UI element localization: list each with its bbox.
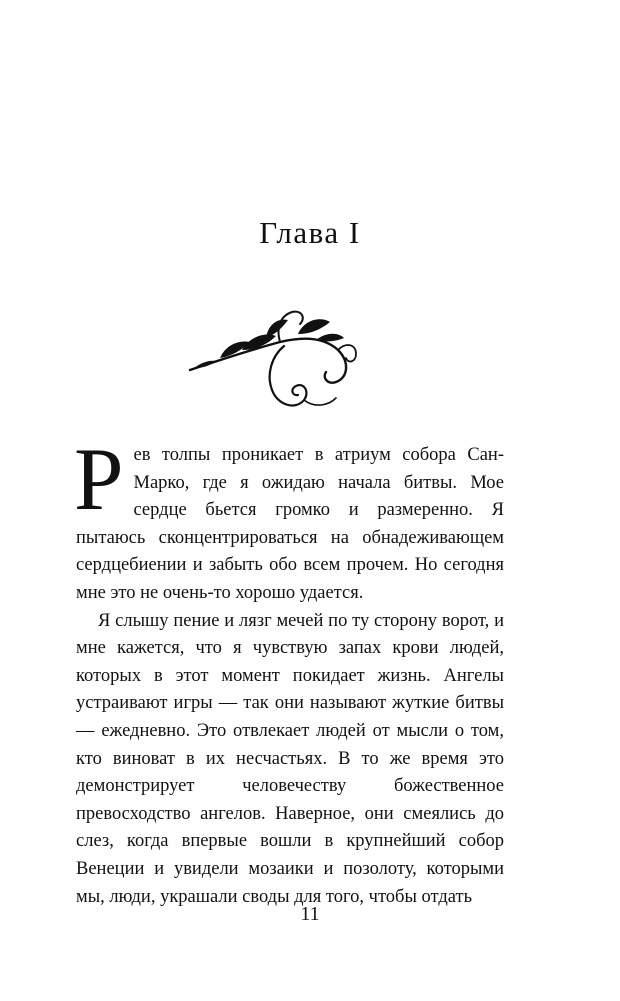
chapter-title: Глава I	[259, 215, 361, 250]
paragraph-1-text: ев толпы проникает в атриум собора Сан-Марко, где я ожидаю начала битвы. Мое сердце бьется громко и размеренно. Я пытаюсь сконцентрироваться на обнадеживающем сердцебиении и забыть обо всем прочем. Но сегодня мне это не очень-то хорошо удается.	[76, 445, 504, 603]
paragraph-1	[74, 431, 504, 608]
paragraph-2: Я слышу пение и лязг мечей по ту сторону ворот, и мне кажется, что я чувствую запах крови людей, которых в этот момент покидает жизнь. Ангелы устраивают игры — так они называют жуткие битвы — ежедневно. Это отвлекает людей от мысли о том, кто виноват в их несчастьях. В то же время это демонстрирует человечеству божественное превосходство ангелов. Наверное, они смеялись до слез, когда впервые вошли в крупнейший собор Венеции и увидели мозаики и позолоту, которыми мы, люди, украшали своды для того, чтобы отдать	[76, 610, 504, 907]
page-number: 11	[300, 903, 320, 925]
drop-cap: Р	[74, 431, 124, 529]
body-text	[74, 431, 504, 911]
floral-flourish-icon	[180, 298, 370, 423]
